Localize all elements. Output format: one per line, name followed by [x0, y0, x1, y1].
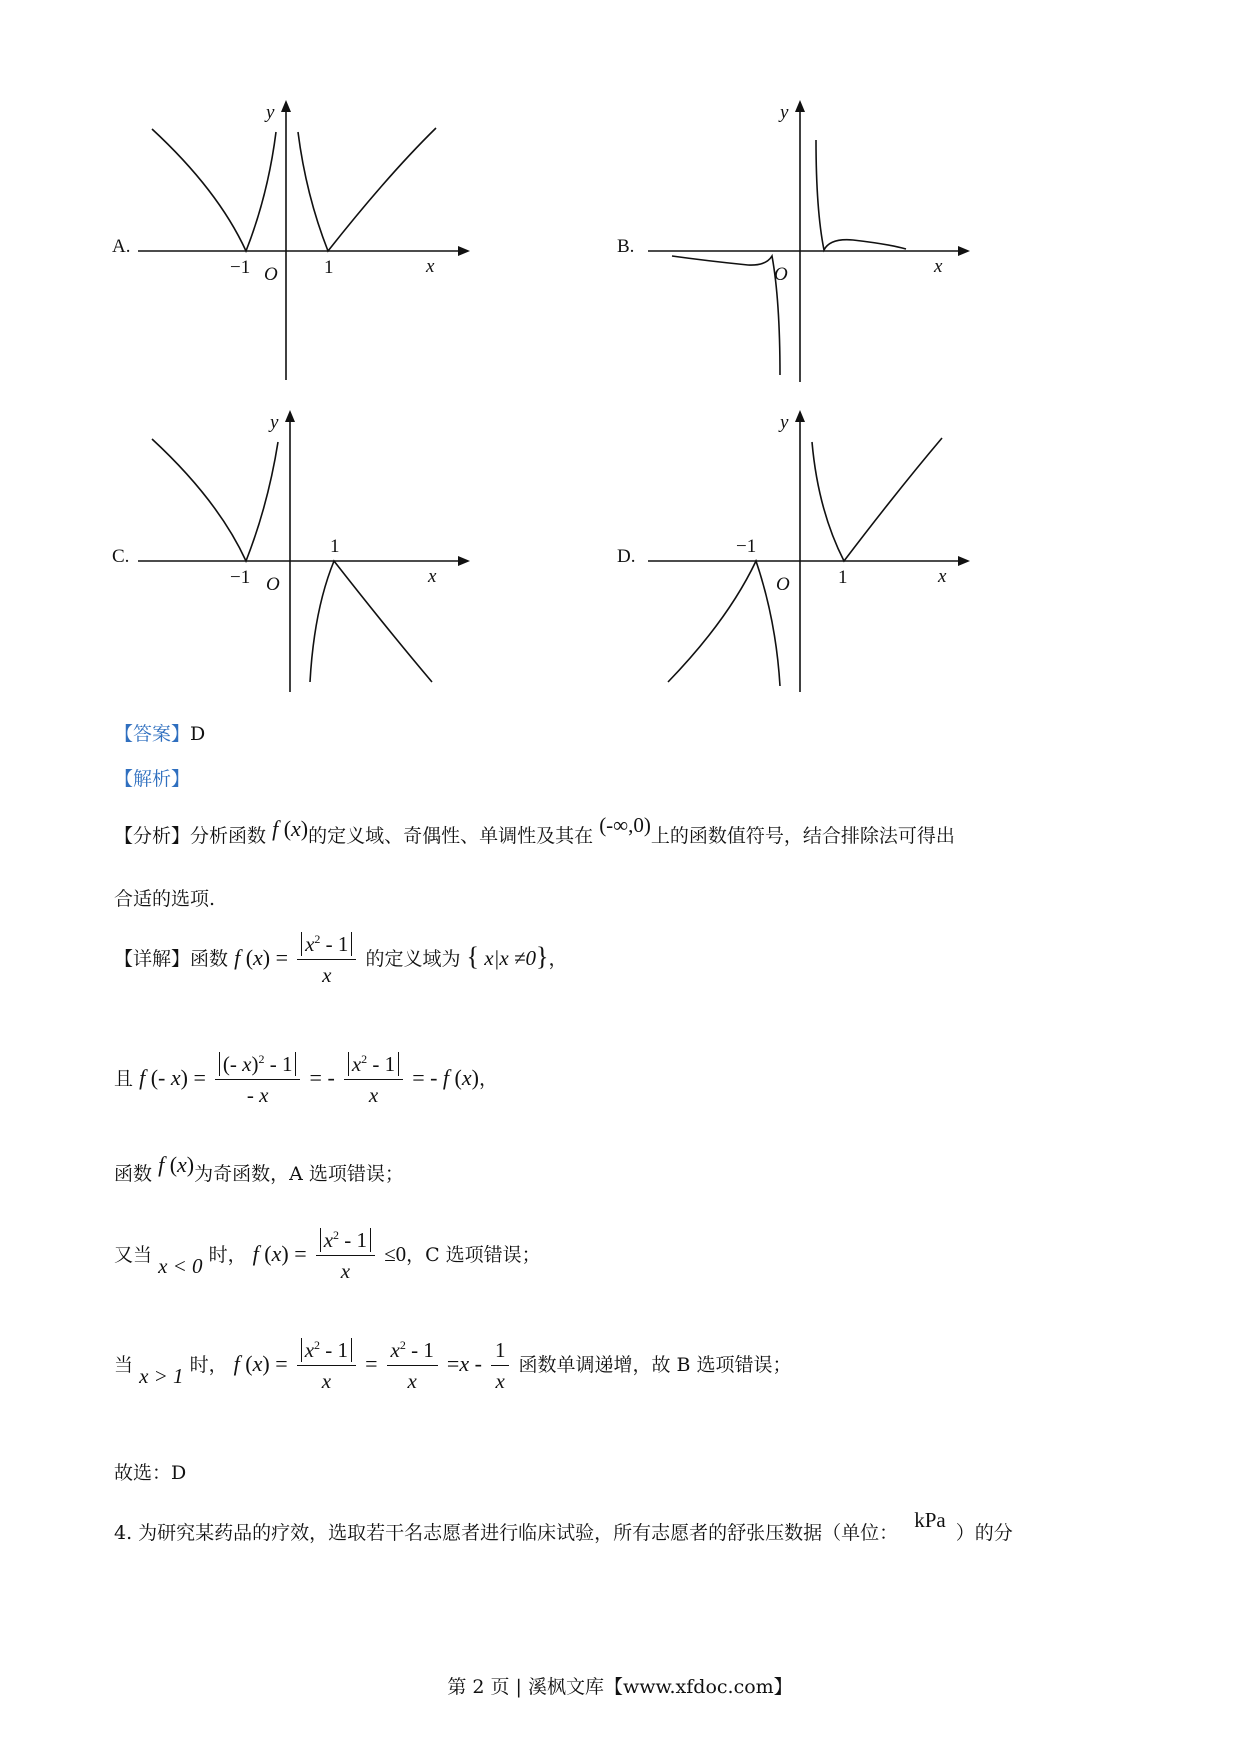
- q4-text-1: 4. 为研究某药品的疗效，选取若干名志愿者进行临床试验，所有志愿者的舒张压数据（单位：: [114, 1522, 899, 1544]
- origin-label: O: [266, 574, 280, 595]
- question-4-line: [114, 1508, 1013, 1544]
- odd-prefix: 且: [114, 1068, 134, 1091]
- formula-odd: f (- x) =: [139, 1065, 206, 1091]
- formula-fx: f (x) =: [234, 945, 289, 971]
- q4-text-2: ）的分: [955, 1522, 1013, 1544]
- odd-conclusion-text-1: 函数: [114, 1163, 153, 1185]
- choose-line: 故选：D: [114, 1462, 187, 1484]
- condition-x-lt-0: x < 0: [158, 1254, 203, 1279]
- x-label: x: [428, 566, 437, 587]
- y-axis-arrow: [281, 100, 291, 112]
- curve-right: [812, 438, 942, 561]
- graph-a: [138, 100, 478, 390]
- option-letter: B.: [617, 236, 635, 257]
- option-letter: A.: [112, 236, 131, 257]
- xiangjie-text-1: 函数: [190, 948, 229, 971]
- y-label: y: [780, 102, 789, 123]
- curve-right: [816, 140, 906, 250]
- negative-case-line: 又当 x < 0 时， f (x) = $\frac{x^2 - 1}{x}$ ≤0，C 选项错误；: [114, 1228, 541, 1284]
- fraction-x2-minus-1-over-x: $\frac{x^2 - 1}{x}$: [387, 1338, 438, 1394]
- fraction-abs-x2-minus-1-over-x: $\frac{x^2 - 1}{x}$: [344, 1052, 403, 1108]
- neg-text-1: 又当: [114, 1244, 153, 1267]
- fx-symbol: f (x): [272, 816, 309, 841]
- fraction-abs-x2-minus-1-over-x: $\frac{x^2 - 1}{x}$: [297, 1338, 356, 1394]
- tick-neg-one: −1: [230, 567, 251, 588]
- option-letter: C.: [112, 546, 130, 567]
- origin-label: O: [264, 264, 278, 285]
- fraction-abs-negx2-minus-1-over-negx: $\frac{(- x)^2 - 1}{- x}$: [215, 1052, 301, 1108]
- y-label: y: [270, 412, 279, 433]
- tick-one: 1: [330, 536, 340, 557]
- x-label: x: [938, 566, 947, 587]
- analysis-tag: 【解析】: [114, 768, 191, 790]
- origin-label: O: [776, 574, 790, 595]
- xiangjie-text-3: ，: [548, 948, 568, 971]
- x-axis-arrow: [458, 556, 470, 566]
- curve-right: [298, 128, 436, 251]
- origin-label: O: [774, 264, 788, 285]
- fraction-1-over-x: $\frac{1}{x}$: [491, 1338, 510, 1394]
- option-letter: D.: [617, 546, 636, 567]
- y-axis-arrow: [795, 410, 805, 422]
- le-zero: ≤0: [384, 1242, 407, 1267]
- domain-set: { x|x ≠0}: [466, 942, 549, 972]
- x-axis-arrow: [958, 556, 970, 566]
- curve-left: [672, 256, 780, 375]
- fenxi-text-1: 分析函数: [190, 825, 267, 847]
- interval-neg-inf-zero: (-∞,0): [599, 813, 651, 837]
- x-axis-arrow: [958, 246, 970, 256]
- page-footer: 第 2 页 | 溪枫文库【www.xfdoc.com】: [447, 1676, 793, 1698]
- graph-d: [648, 410, 988, 700]
- fraction-abs-x2-minus-1-over-x: $\frac{x^2 - 1}{x}$: [316, 1228, 375, 1284]
- answer-value: D: [190, 723, 206, 745]
- answer-line: [114, 725, 205, 744]
- curve-left: [152, 439, 278, 561]
- fenxi-line: [114, 813, 955, 847]
- unit-kpa: kPa: [914, 1508, 946, 1532]
- fenxi-line-2: 合适的选项.: [114, 888, 216, 910]
- x-label: x: [934, 256, 943, 277]
- y-label: y: [780, 412, 789, 433]
- positive-case-line: 当 x > 1 时， f (x) = $\frac{x^2 - 1}{x}$ = $\frac{x^2 - 1}{x}$ =x - $\frac{1}{x}$ 函数单调递增，故 B 选项错误；: [114, 1338, 792, 1394]
- pos-text-1: 当: [114, 1354, 134, 1377]
- odd-suffix: ，: [478, 1068, 498, 1091]
- xiangjie-text-2: 的定义域为: [365, 948, 461, 971]
- condition-x-gt-1: x > 1: [139, 1364, 184, 1389]
- xiangjie-line: [114, 932, 567, 988]
- y-label: y: [266, 102, 275, 123]
- x-axis-arrow: [458, 246, 470, 256]
- xiangjie-tag: 【详解】: [114, 948, 191, 971]
- fenxi-text-3: 上的函数值符号，结合排除法可得出: [650, 825, 955, 847]
- x-label: x: [426, 256, 435, 277]
- odd-line: 且 f (- x) = $\frac{(- x)^2 - 1}{- x}$ = - $\frac{x^2 - 1}{x}$ = - f (x)，: [114, 1052, 498, 1108]
- fx-symbol: f (x): [158, 1152, 195, 1177]
- fenxi-text-2: 的定义域、奇偶性、单调性及其在: [308, 825, 594, 847]
- y-axis-arrow: [285, 410, 295, 422]
- pos-text-2: 时，: [189, 1354, 228, 1377]
- fraction-abs-x2-minus-1-over-x: $\frac{x^2 - 1}{x}$: [297, 932, 356, 988]
- curve-right: [310, 561, 432, 682]
- tick-one: 1: [838, 567, 848, 588]
- graph-c: [138, 410, 478, 700]
- y-axis-arrow: [795, 100, 805, 112]
- tick-neg-one: −1: [230, 257, 251, 278]
- answer-tag: 【答案】: [114, 723, 191, 745]
- odd-conclusion-text-2: 为奇函数，A 选项错误；: [194, 1163, 404, 1185]
- tick-one: 1: [324, 257, 334, 278]
- neg-text-2: 时，: [208, 1244, 247, 1267]
- tick-neg-one: −1: [736, 536, 757, 557]
- graph-b: [648, 100, 988, 390]
- pos-text-3: 函数单调递增，故 B 选项错误；: [518, 1354, 792, 1377]
- neg-text-3: ，C 选项错误；: [406, 1244, 541, 1267]
- fenxi-tag: 【分析】: [114, 825, 191, 847]
- curve-left: [668, 561, 780, 686]
- odd-conclusion-line: [114, 1152, 404, 1185]
- curve-left: [152, 129, 276, 251]
